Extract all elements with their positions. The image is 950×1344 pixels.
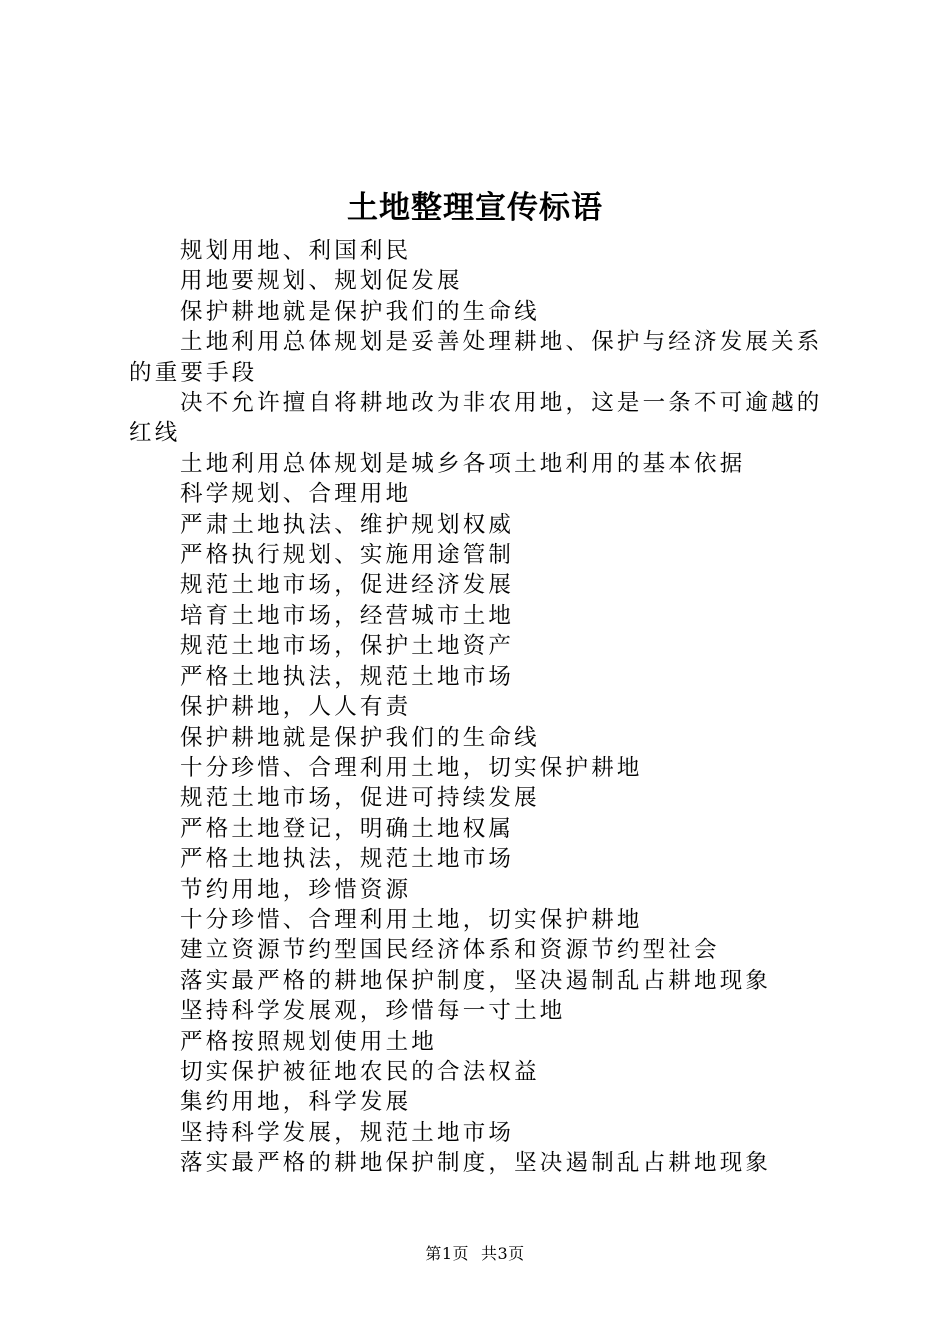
paragraph: 严格执行规划、实施用途管制 (180, 542, 515, 569)
paragraph: 集约用地，科学发展 (180, 1089, 412, 1116)
paragraph: 规范土地市场，促进经济发展 (180, 572, 515, 599)
page-footer (0, 1243, 950, 1265)
paragraph: 保护耕地就是保护我们的生命线 (180, 298, 540, 325)
document-body (129, 236, 833, 1179)
paragraph: 用地要规划、规划促发展 (180, 268, 463, 295)
paragraph: 严格按照规划使用土地 (180, 1028, 438, 1055)
document-title: 土地整理宣传标语 (347, 190, 603, 226)
paragraph: 严肃土地执法、维护规划权威 (180, 511, 515, 538)
paragraph: 节约用地，珍惜资源 (180, 876, 412, 903)
paragraph: 科学规划、合理用地 (180, 481, 412, 508)
paragraph: 落实最严格的耕地保护制度，坚决遏制乱占耕地现象 (180, 967, 772, 994)
paragraph: 落实最严格的耕地保护制度，坚决遏制乱占耕地现象 (180, 1150, 772, 1177)
paragraph: 规范土地市场，保护土地资产 (180, 633, 515, 660)
paragraph: 十分珍惜、合理利用土地，切实保护耕地 (180, 754, 643, 781)
paragraph: 决不允许擅自将耕地改为非农用地，这是一条不可逾越的红线 (129, 390, 823, 447)
paragraph: 土地利用总体规划是妥善处理耕地、保护与经济发展关系的重要手段 (129, 329, 823, 386)
paragraph: 坚持科学发展，规范土地市场 (180, 1119, 515, 1146)
page-total: 共3页 (481, 1244, 525, 1263)
paragraph: 十分珍惜、合理利用土地，切实保护耕地 (180, 906, 643, 933)
paragraph: 坚持科学发展观，珍惜每一寸土地 (180, 998, 566, 1025)
paragraph: 保护耕地就是保护我们的生命线 (180, 724, 540, 751)
paragraph: 建立资源节约型国民经济体系和资源节约型社会 (180, 937, 720, 964)
paragraph: 规范土地市场，促进可持续发展 (180, 785, 540, 812)
paragraph: 保护耕地，人人有责 (180, 694, 412, 721)
paragraph: 培育土地市场，经营城市土地 (180, 602, 515, 629)
paragraph: 规划用地、利国利民 (180, 238, 412, 264)
paragraph: 严格土地执法，规范土地市场 (180, 663, 515, 690)
paragraph: 严格土地登记，明确土地权属 (180, 815, 515, 842)
paragraph: 切实保护被征地农民的合法权益 (180, 1058, 540, 1085)
page-number: 第1页 (425, 1244, 469, 1263)
paragraph: 严格土地执法，规范土地市场 (180, 846, 515, 873)
paragraph: 土地利用总体规划是城乡各项土地利用的基本依据 (180, 450, 746, 477)
